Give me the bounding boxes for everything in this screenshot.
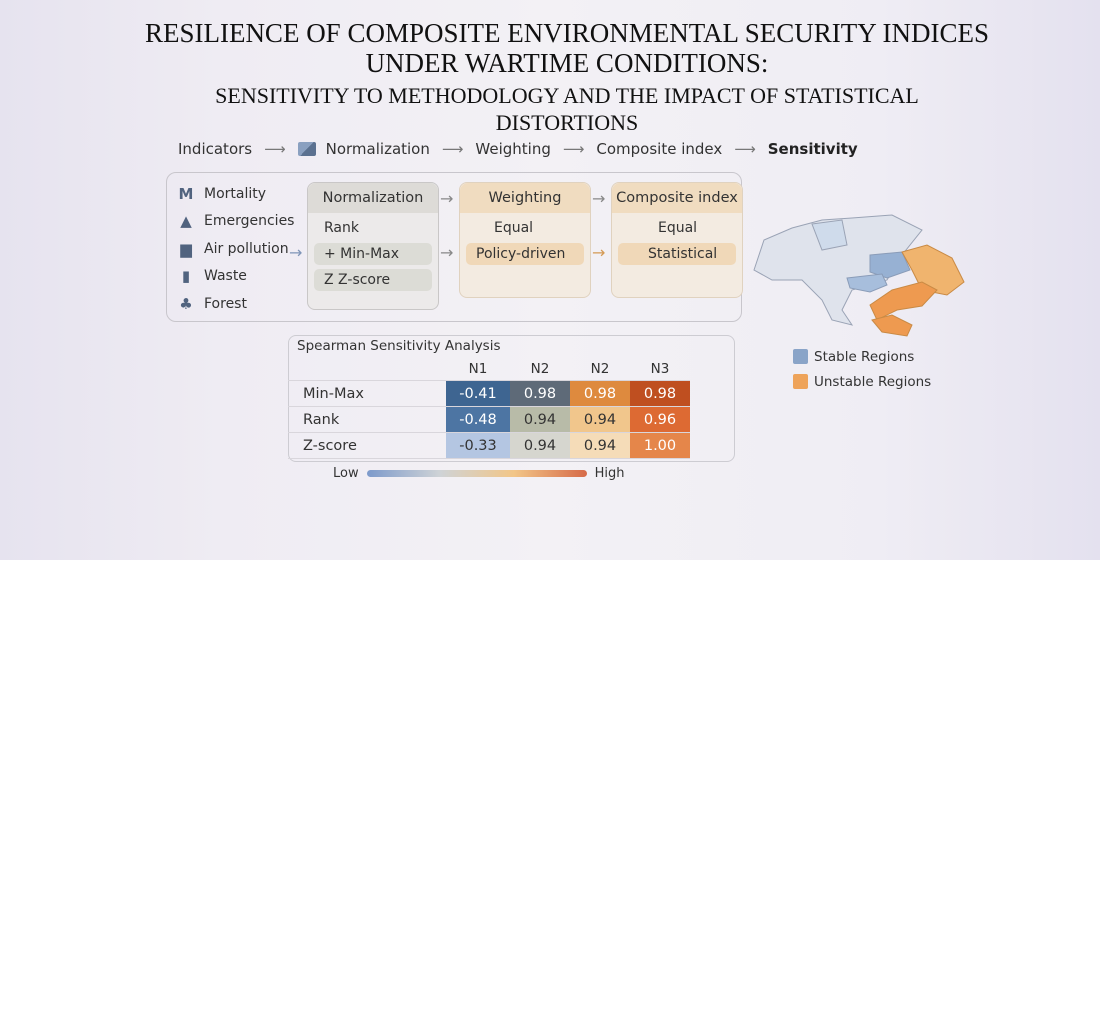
mortality-icon: M	[178, 184, 194, 203]
box-header: Normalization	[308, 183, 438, 213]
indicator-mortality	[176, 180, 294, 208]
indicator-waste	[176, 263, 294, 291]
composite-statistical: Statistical	[618, 243, 736, 265]
flow-step-indicators: Indicators	[178, 140, 253, 158]
indicator-list	[176, 180, 294, 318]
trash-icon: ▮	[181, 267, 191, 286]
weighting-box	[459, 182, 591, 298]
table-cell: 1.00	[630, 433, 690, 459]
row-label: Rank	[288, 407, 446, 433]
normalization-icon	[298, 142, 316, 156]
table-cell: -0.48	[446, 407, 510, 433]
arrow-icon: ⟶	[441, 140, 464, 158]
arrow-icon: →	[440, 243, 454, 262]
pipeline-flow	[178, 140, 858, 158]
flow-step-sensitivity: Sensitivity	[767, 140, 858, 158]
factory-icon: ▆	[180, 239, 192, 258]
arrow-icon: ⟶	[734, 140, 756, 158]
column-header: N2	[510, 358, 570, 381]
arrow-icon: →	[289, 243, 303, 262]
tree-icon: ♣	[179, 294, 193, 313]
main-title: RESILIENCE OF COMPOSITE ENVIRONMENTAL SECURITY INDICES UNDER WARTIME CONDITIONS:	[144, 18, 990, 78]
flow-step-composite: Composite index	[596, 140, 723, 158]
composite-index-box	[611, 182, 743, 298]
arrow-icon: →	[592, 189, 606, 208]
stable-swatch	[793, 349, 808, 364]
table-cell: 0.94	[510, 433, 570, 459]
table-row	[288, 407, 690, 433]
row-label: Min-Max	[288, 381, 446, 407]
column-header: N1	[446, 358, 510, 381]
row-label: Z-score	[288, 433, 446, 459]
method-rank: Rank	[324, 220, 359, 236]
spearman-table	[288, 358, 690, 459]
table-cell: 0.94	[510, 407, 570, 433]
table-cell: 0.94	[570, 433, 630, 459]
legend-unstable	[793, 369, 931, 394]
table-cell: 0.98	[630, 381, 690, 407]
scale-low-label: Low	[333, 466, 359, 481]
gradient-bar	[367, 470, 587, 477]
table-cell: -0.33	[446, 433, 510, 459]
method-min-max: + Min-Max	[314, 243, 432, 265]
indicator-label: Waste	[204, 268, 247, 285]
indicator-emergencies	[176, 208, 294, 236]
indicator-forest	[176, 290, 294, 318]
indicator-label: Mortality	[204, 185, 267, 202]
color-scale	[333, 466, 625, 481]
indicator-label: Forest	[204, 295, 247, 312]
weight-policy-driven: Policy-driven	[466, 243, 584, 265]
method-z-score: Z Z-score	[314, 269, 432, 291]
legend-label: Stable Regions	[814, 348, 915, 365]
arrow-icon: →	[592, 243, 606, 262]
arrow-icon: →	[440, 189, 454, 208]
column-header: N2	[570, 358, 630, 381]
flow-step-normalization: Normalization	[325, 140, 430, 158]
box-header: Composite index	[612, 183, 742, 213]
warning-icon: ▲	[180, 212, 192, 231]
flow-step-weighting: Weighting	[475, 140, 551, 158]
indicator-label: Air pollution	[204, 240, 289, 257]
table-cell: 0.96	[630, 407, 690, 433]
legend-label: Unstable Regions	[814, 373, 932, 390]
table-cell: -0.41	[446, 381, 510, 407]
table-row	[288, 433, 690, 459]
arrow-icon: ⟶	[264, 140, 286, 158]
table-title: Spearman Sensitivity Analysis	[297, 338, 501, 354]
table-cell: 0.98	[570, 381, 630, 407]
table-row	[288, 381, 690, 407]
table-header-row	[288, 358, 690, 381]
weight-equal: Equal	[494, 220, 534, 236]
composite-equal: Equal	[658, 220, 698, 236]
table-cell: 0.94	[570, 407, 630, 433]
table-cell: 0.98	[510, 381, 570, 407]
legend-stable	[793, 344, 931, 369]
normalization-box	[307, 182, 439, 310]
scale-high-label: High	[594, 466, 625, 481]
box-header: Weighting	[460, 183, 590, 213]
subtitle: SENSITIVITY TO METHODOLOGY AND THE IMPACT OF STATISTICAL DISTORTIONS	[215, 83, 919, 135]
unstable-swatch	[793, 374, 808, 389]
indicator-air-pollution	[176, 235, 294, 263]
column-header: N3	[630, 358, 690, 381]
ukraine-region-map	[752, 210, 967, 340]
arrow-icon: ⟶	[562, 140, 585, 158]
indicator-label: Emergencies	[204, 213, 295, 230]
map-legend	[793, 344, 931, 394]
